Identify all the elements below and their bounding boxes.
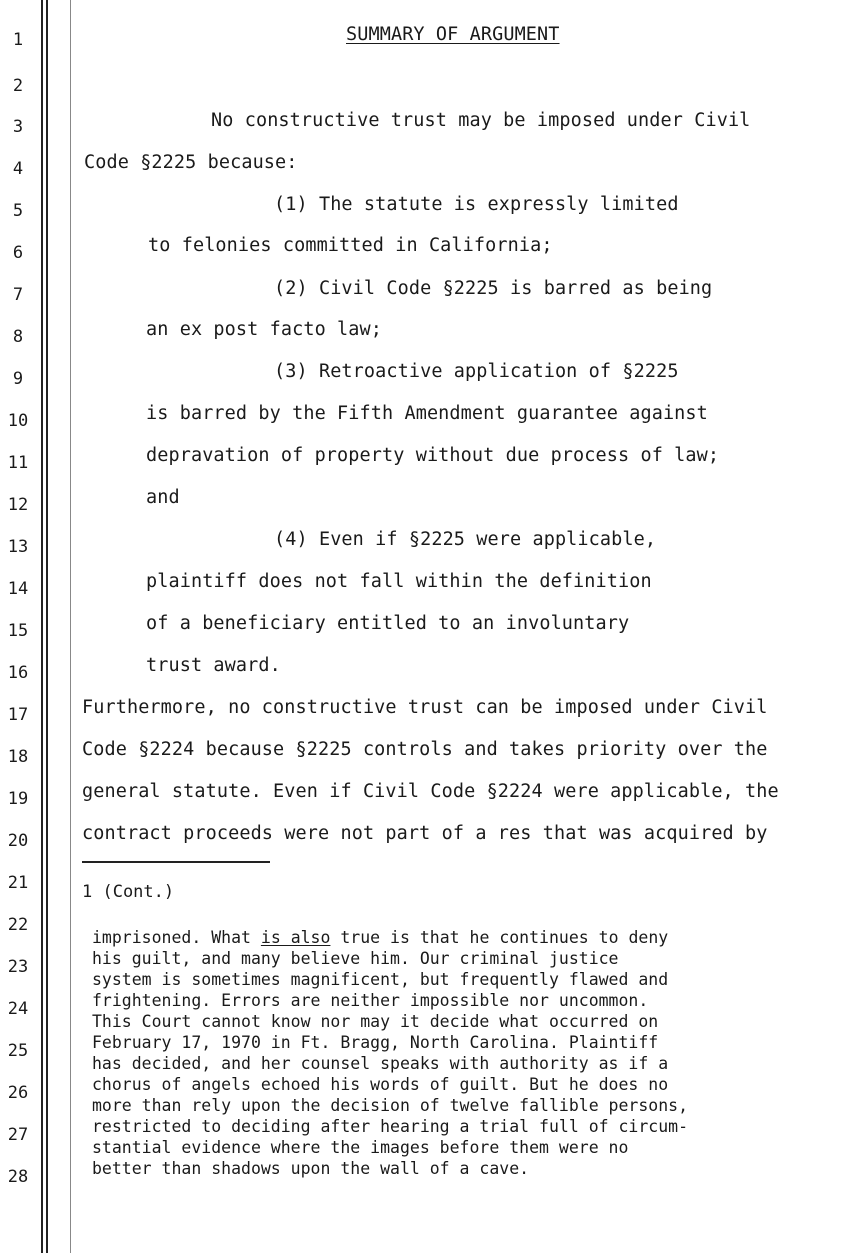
body-line: of a beneficiary entitled to an involuntary — [146, 613, 630, 634]
line-number: 16 — [7, 663, 29, 683]
line-number: 11 — [7, 453, 29, 473]
body-line: (1) The statute is expressly limited — [274, 194, 679, 215]
body-line: No constructive trust may be imposed under Civil — [211, 110, 751, 131]
margin-rule-left-double — [46, 0, 48, 1253]
body-line: Furthermore, no constructive trust can be imposed under Civil — [82, 697, 768, 718]
line-number: 5 — [12, 201, 24, 221]
body-line: to felonies committed in California; — [148, 235, 553, 256]
line-number: 17 — [7, 705, 29, 725]
line-number: 10 — [7, 411, 29, 431]
body-line: contract proceeds were not part of a res that was acquired by — [82, 823, 768, 844]
body-line: plaintiff does not fall within the definition — [146, 571, 652, 592]
line-number: 18 — [7, 747, 29, 767]
body-line: Code §2225 because: — [84, 152, 298, 173]
line-number: 4 — [12, 159, 24, 179]
footnote-line: chorus of angels echoed his words of guilt. But he does no — [92, 1075, 669, 1094]
line-number: 24 — [7, 999, 29, 1019]
line-number: 6 — [12, 243, 24, 263]
body-line: and — [146, 487, 180, 508]
body-line: trust award. — [146, 655, 281, 676]
footnote-line — [92, 928, 668, 948]
line-number: 3 — [12, 117, 24, 137]
footnote-text: true is that he continues to deny — [330, 928, 669, 947]
footnote-line: more than rely upon the decision of twelve fallible persons, — [92, 1096, 689, 1115]
line-number: 7 — [12, 285, 24, 305]
body-line: general statute. Even if Civil Code §2224 were applicable, the — [82, 781, 779, 802]
footnote-line: system is sometimes magnificent, but frequently flawed and — [92, 970, 669, 989]
footnote-line: has decided, and her counsel speaks with authority as if a — [92, 1054, 669, 1073]
footnote-line: his guilt, and many believe him. Our criminal justice — [92, 949, 619, 968]
line-number: 9 — [12, 369, 24, 389]
line-number: 13 — [7, 537, 29, 557]
footnote-line: February 17, 1970 in Ft. Bragg, North Carolina. Plaintiff — [92, 1033, 659, 1052]
body-line: (4) Even if §2225 were applicable, — [274, 529, 657, 550]
line-number: 1 — [12, 30, 24, 50]
body-line: (3) Retroactive application of §2225 — [274, 361, 679, 382]
line-number: 26 — [7, 1083, 29, 1103]
line-number: 27 — [7, 1125, 29, 1145]
footnote-text: imprisoned. What — [92, 928, 261, 947]
body-line: is barred by the Fifth Amendment guarantee against — [146, 403, 708, 424]
footnote-heading: 1 (Cont.) — [82, 882, 175, 902]
margin-rule-inner — [70, 0, 71, 1253]
line-number: 23 — [7, 957, 29, 977]
line-number: 8 — [12, 327, 24, 347]
line-number: 21 — [7, 873, 29, 893]
body-line: depravation of property without due process of law; — [146, 445, 720, 466]
footnote-line: restricted to deciding after hearing a trial full of circum- — [92, 1117, 689, 1136]
line-number: 28 — [7, 1167, 29, 1187]
footnote-line: better than shadows upon the wall of a cave. — [92, 1159, 530, 1178]
line-number: 14 — [7, 579, 29, 599]
footnote-line: frightening. Errors are neither impossible nor uncommon. — [92, 991, 649, 1010]
line-number: 19 — [7, 789, 29, 809]
footnote-line: stantial evidence where the images before them were no — [92, 1138, 629, 1157]
body-line: an ex post facto law; — [146, 319, 382, 340]
margin-rule-left — [41, 0, 43, 1253]
body-line: Code §2224 because §2225 controls and takes priority over the — [82, 739, 768, 760]
body-line: (2) Civil Code §2225 is barred as being — [274, 278, 713, 299]
line-number: 22 — [7, 915, 29, 935]
footnote-underlined-text: is also — [260, 928, 331, 947]
footnote-line: This Court cannot know nor may it decide what occurred on — [92, 1012, 659, 1031]
line-number: 2 — [12, 76, 24, 96]
line-number: 25 — [7, 1041, 29, 1061]
footnote-divider — [82, 861, 270, 863]
line-number: 12 — [7, 495, 29, 515]
line-number: 15 — [7, 621, 29, 641]
page-title: SUMMARY OF ARGUMENT — [346, 24, 560, 45]
line-number: 20 — [7, 831, 29, 851]
